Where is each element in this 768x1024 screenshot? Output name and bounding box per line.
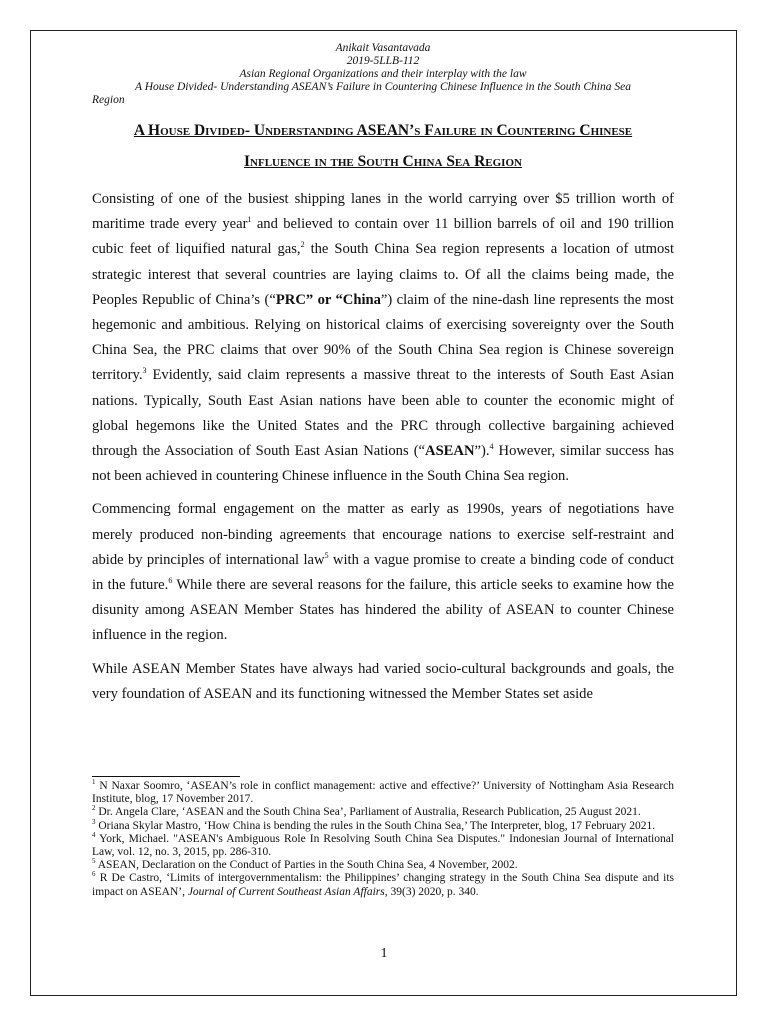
text-run: York, Michael. "ASEAN's Ambiguous Role In Resolving South China Sea Disputes." Indonesian Journal of International Law, vol. 12, no. 3, 2015, pp. 286-310. <box>92 832 675 859</box>
text-run: Commencing formal engagement on the matter as early as 1990s, years of negotiations have merely produced non-binding agreements that encourage nations to exercise self-restraint and abide by principles of international law <box>92 501 674 568</box>
footnote <box>92 817 674 833</box>
footnote-ref: 5 <box>324 550 329 560</box>
header-running-title: A House Divided- Understanding ASEAN’s Failure in Countering Chinese Influence in the South China Sea <box>135 81 631 93</box>
footnotes <box>92 780 674 899</box>
footnote-number: 6 <box>92 870 96 879</box>
document-header <box>92 42 674 107</box>
text-run: While ASEAN Member States have always had varied socio-cultural backgrounds and goals, the very foundation of ASEAN and its functioning witnessed the Member States set aside <box>92 660 674 702</box>
footnote <box>92 830 675 859</box>
footnote-number: 4 <box>92 830 96 839</box>
header-course: Asian Regional Organizations and their interplay with the law <box>239 68 527 80</box>
footnote-ref: 1 <box>247 215 252 225</box>
header-student-id: 2019-5LLB-112 <box>346 55 420 67</box>
page-number: 1 <box>380 946 388 961</box>
title-line-2: Influence in the South China Sea Region <box>244 153 522 170</box>
text-run: Evidently, said claim represents a massive threat to the interests of South East Asian nations. Typically, South East Asian nations have been able to counter the economic might of global hegemons like the United States and the PRC through collective bargaining achieved through the Association of South East Asian Nations (“ <box>92 367 674 460</box>
text-run: R De Castro, ‘Limits of intergovernmentalism: the Philippines’ changing strategy in the South China Sea dispute and its impact on ASEAN’, <box>92 872 675 898</box>
text-run: ASEAN, Declaration on the Conduct of Parties in the South China Sea, 4 November, 2002. <box>97 859 518 872</box>
footnote-ref: 2 <box>300 240 305 250</box>
journal-title: Journal of Current Southeast Asian Affairs <box>187 885 385 898</box>
footnote-number: 5 <box>92 857 96 866</box>
page-content <box>92 42 674 715</box>
body-paragraph <box>92 187 674 489</box>
footnote <box>92 872 674 898</box>
header-running-title-cont: Region <box>92 94 125 106</box>
text-run: and believed to contain over 11 billion barrels of oil and 190 trillion cubic feet of liquified natural gas, <box>92 216 674 258</box>
defined-term: ASEAN <box>425 443 475 460</box>
article-title <box>92 115 674 177</box>
text-run: While there are several reasons for the failure, this article seeks to examine how the disunity among ASEAN Member States has hindered the ability of ASEAN to counter Chinese influence in the region. <box>92 577 674 644</box>
footnote-ref: 4 <box>489 442 494 452</box>
text-run: Oriana Skylar Mastro, ‘How China is bending the rules in the South China Sea,’ The Interpreter, blog, 17 February 2021. <box>98 819 656 832</box>
footnote-ref: 6 <box>168 576 173 586</box>
text-run: ”) claim of the nine-dash line represents the most hegemonic and ambitious. Relying on historical claims of exercising sovereignty over the South China Sea, the PRC claims that over 90% of the South China Sea region is Chinese sovereign territory. <box>92 291 674 384</box>
footnote-number: 2 <box>92 804 96 813</box>
title-line-1: A House Divided- Understanding ASEAN’s Failure in Countering Chinese <box>133 122 633 139</box>
defined-term: PRC” or “China <box>275 291 381 308</box>
footnote-separator <box>92 776 240 777</box>
text-run: ”). <box>474 443 490 460</box>
text-run: , 39(3) 2020, p. 340. <box>384 885 479 898</box>
text-run: However, similar success has not been achieved in countering Chinese influence in the South China Sea region. <box>92 443 674 485</box>
body-paragraph <box>92 497 674 648</box>
text-run: the South China Sea region represents a location of utmost strategic interest that several countries are laying claims to. Of all the claims being made, the Peoples Republic of China’s (“ <box>92 241 675 308</box>
footnote <box>92 859 674 872</box>
footnote-number: 1 <box>92 778 96 787</box>
text-run: Consisting of one of the busiest shipping lanes in the world carrying over $5 trillion worth of maritime trade every year <box>92 191 674 233</box>
body-paragraph <box>92 657 674 707</box>
article-body <box>92 187 674 707</box>
footnote <box>92 806 674 819</box>
text-run: Dr. Angela Clare, ‘ASEAN and the South China Sea’, Parliament of Australia, Research Publication, 25 August 2021. <box>98 806 641 819</box>
text-run: N Naxar Soomro, ‘ASEAN’s role in conflict management: active and effective?’ University of Nottingham Asia Research Institute, blog, 17 November 2017. <box>92 780 675 806</box>
text-run: with a vague promise to create a binding code of conduct in the future. <box>92 551 675 594</box>
footnote-ref: 3 <box>142 366 147 376</box>
footnote-number: 3 <box>92 817 96 826</box>
footnote <box>92 780 674 806</box>
header-author: Anikait Vasantavada <box>335 42 431 54</box>
